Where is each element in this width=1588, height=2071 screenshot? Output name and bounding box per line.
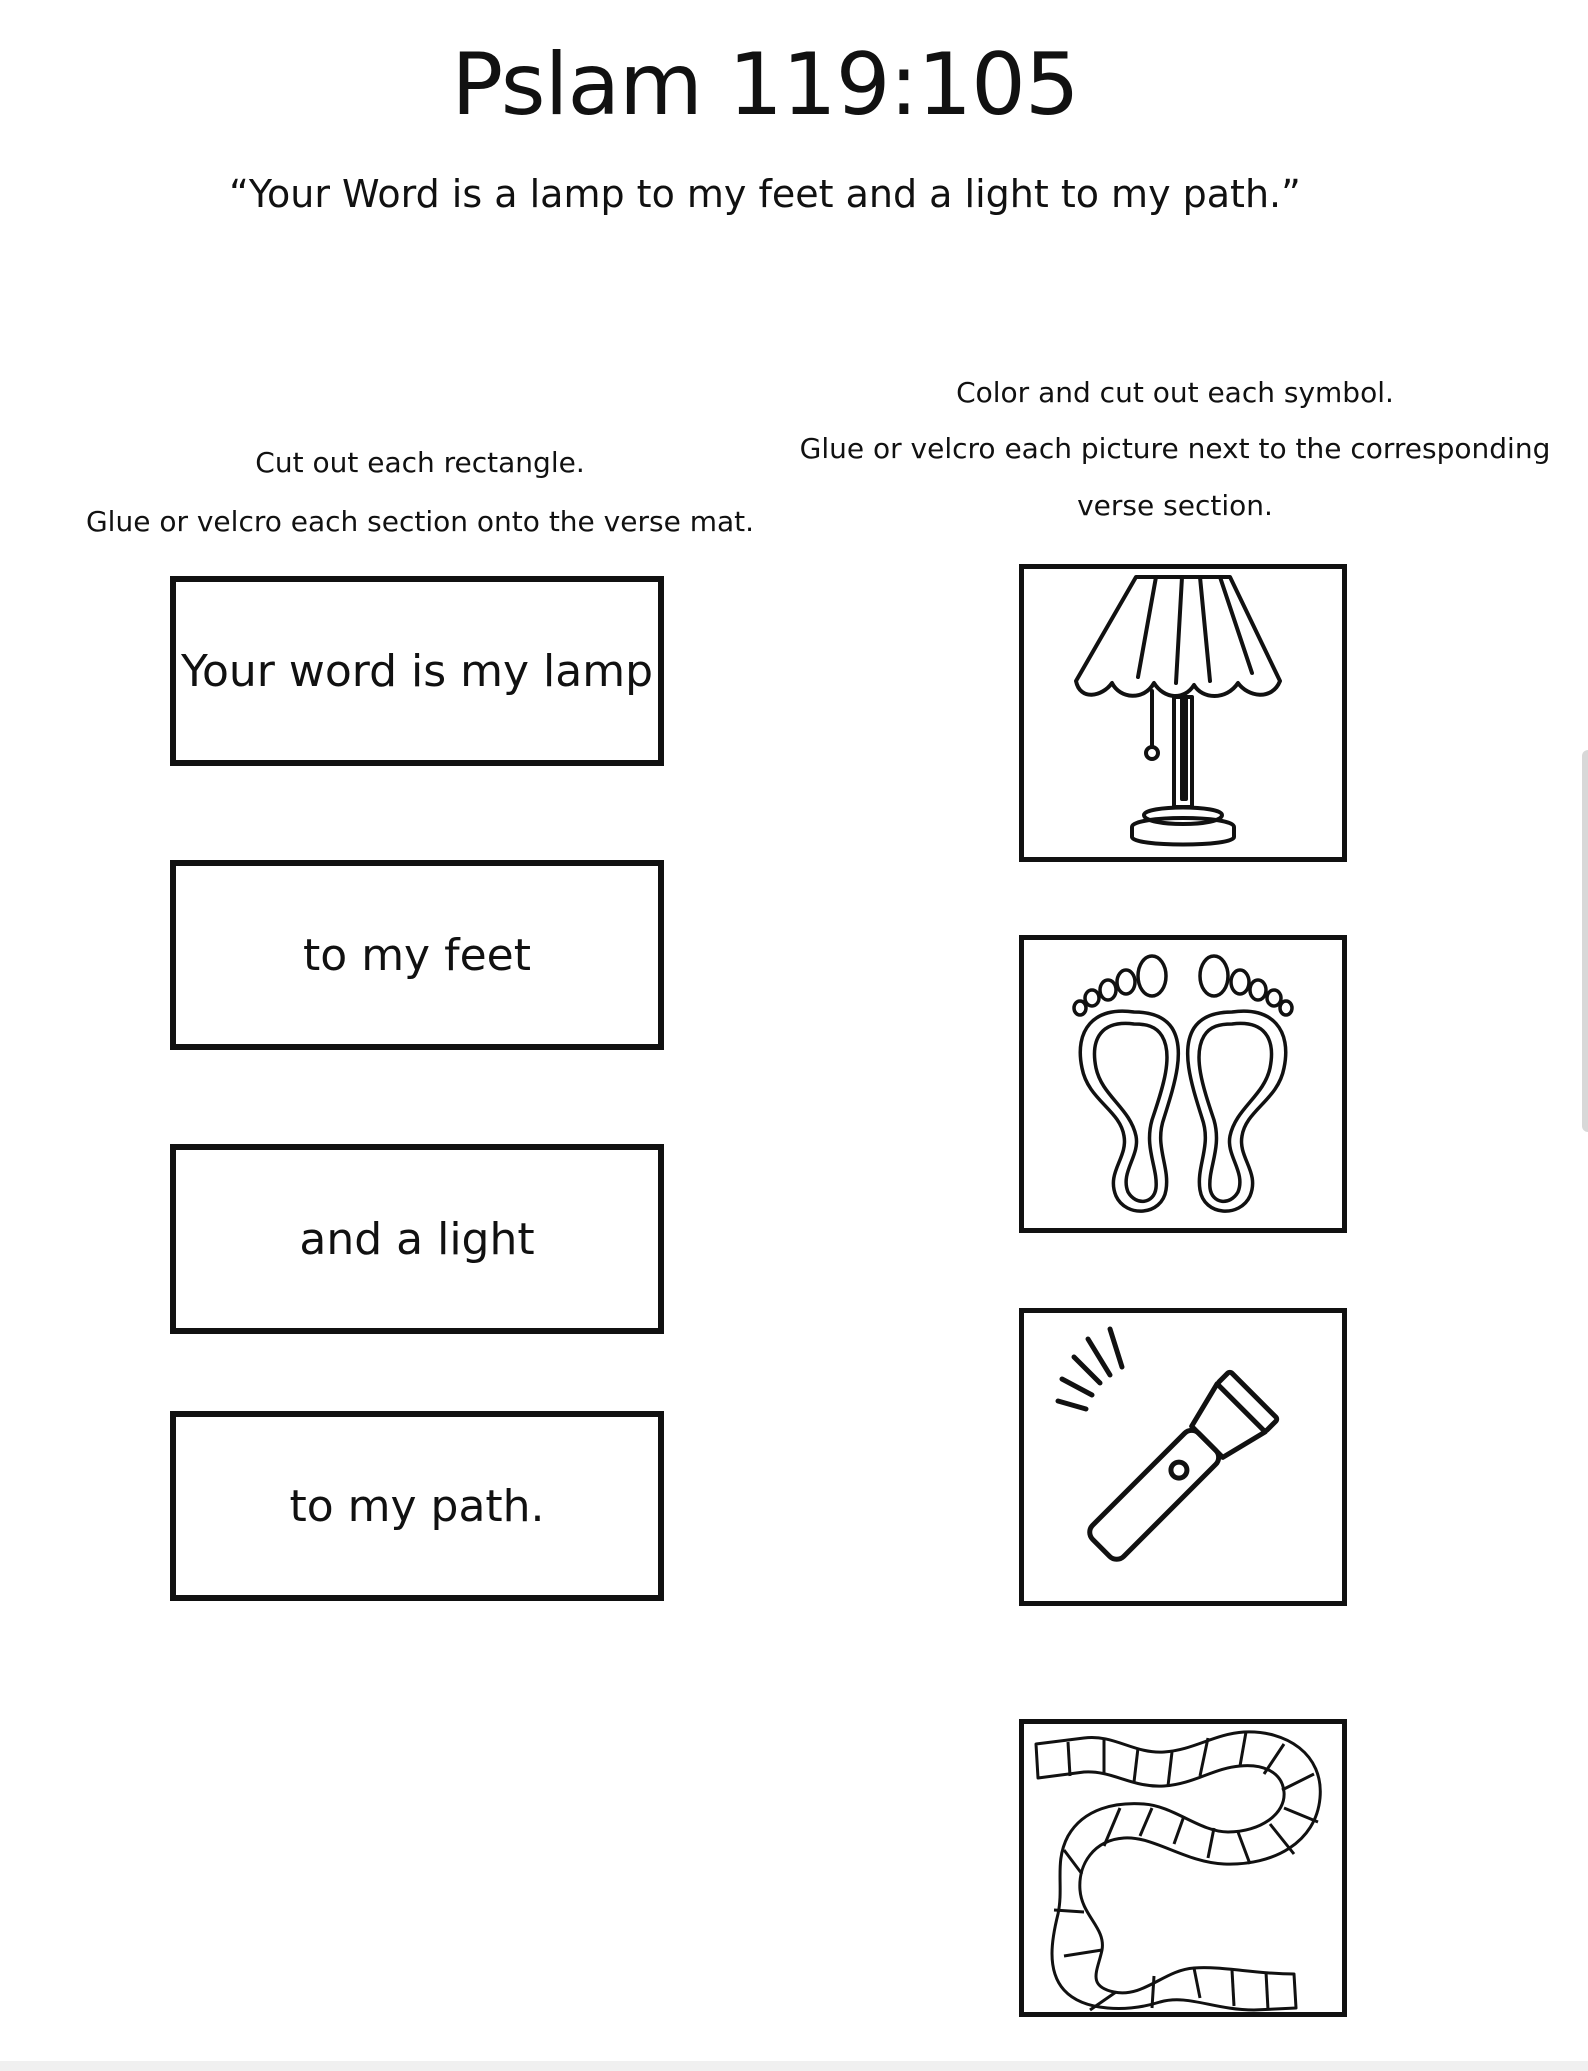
symbol-box-path — [1019, 1719, 1347, 2017]
flashlight-icon — [1024, 1313, 1342, 1601]
path-icon — [1024, 1724, 1342, 2012]
verse-card-label: Your word is my lamp — [180, 645, 654, 697]
page-title: Pslam 119:105 — [451, 35, 1079, 135]
verse-card-2 — [170, 860, 664, 1050]
verse-card-1 — [170, 576, 664, 766]
symbol-box-lamp — [1019, 564, 1347, 862]
instruction-right-line3: verse section. — [1077, 489, 1273, 522]
verse-card-label: to my feet — [303, 929, 531, 981]
scrollbar[interactable] — [1582, 750, 1588, 1132]
instruction-right-line2: Glue or velcro each picture next to the corresponding — [799, 432, 1551, 465]
symbol-box-flashlight — [1019, 1308, 1347, 1606]
instruction-left-line1: Cut out each rectangle. — [255, 446, 585, 479]
instruction-right-line1: Color and cut out each symbol. — [956, 376, 1394, 409]
verse-card-label: to my path. — [289, 1480, 545, 1532]
verse-text: “Your Word is a lamp to my feet and a light to my path.” — [229, 172, 1301, 216]
lamp-icon — [1024, 569, 1342, 857]
footprints-icon — [1024, 940, 1342, 1228]
page-bottom-edge — [0, 2061, 1588, 2071]
verse-card-4 — [170, 1411, 664, 1601]
verse-card-3 — [170, 1144, 664, 1334]
verse-card-label: and a light — [299, 1213, 535, 1265]
symbol-box-feet — [1019, 935, 1347, 1233]
instruction-left-line2: Glue or velcro each section onto the verse mat. — [85, 505, 755, 538]
